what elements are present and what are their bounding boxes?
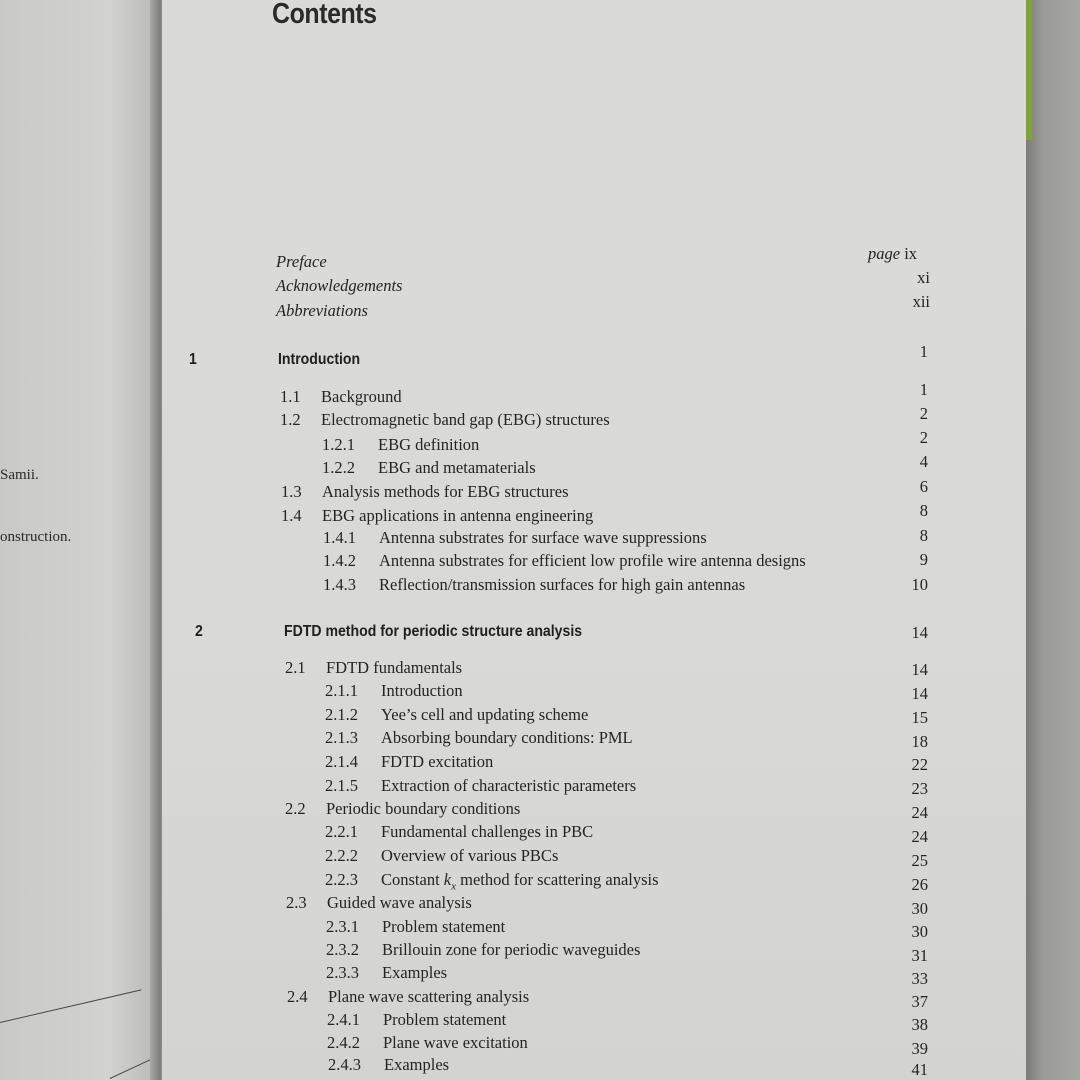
entry-title: FDTD fundamentals [326,658,463,677]
entry-page: 6 [919,477,928,496]
entry-number: 2.4.3 [328,1055,361,1074]
toc-entry [323,575,745,595]
entry-title: Problem statement [382,917,506,936]
entry-number: 2.4.1 [327,1010,360,1029]
entry-number: 2.4 [287,987,308,1006]
entry-title: Antenna substrates for surface wave suppressions [379,528,707,547]
page-edge-shadow [1026,0,1080,1080]
entry-page: 2 [919,404,928,423]
entry-page: 41 [911,1060,928,1079]
entry-page: 39 [911,1039,928,1058]
entry-title-part: method for scattering analysis [456,870,659,889]
page-number: ix [904,244,918,263]
chapter-page: 1 [919,342,928,361]
entry-page: 14 [911,660,928,679]
entry-number: 2.1.2 [325,705,358,724]
entry-title: Examples [384,1055,450,1074]
entry-title: EBG definition [378,435,480,454]
toc-entry [286,893,472,913]
toc-entry [325,776,636,796]
entry-number: 2.3.1 [326,917,359,936]
entry-page: 25 [911,851,928,870]
entry-title: Introduction [381,681,463,700]
entry-title-part: Constant [381,870,444,889]
entry-page: 22 [911,755,928,774]
entry-number: 1.1 [280,387,301,406]
entry-title: Periodic boundary conditions [326,799,521,818]
entry-page: 37 [911,992,928,1011]
toc-entry [325,728,633,748]
green-edge-strip [1026,0,1032,140]
toc-entry [322,435,479,455]
front-matter-page [868,244,917,264]
front-matter-label: Abbreviations [276,301,368,320]
entry-page: 14 [911,684,928,703]
entry-number: 2.2.1 [325,822,358,841]
entry-number: 2.1.4 [325,752,358,771]
chapter-title: Introduction [278,351,361,368]
entry-page: 15 [911,708,928,727]
entry-title: Absorbing boundary conditions: PML [381,728,633,747]
entry-page: 33 [911,969,928,988]
entry-title: Electromagnetic band gap (EBG) structures [321,410,610,429]
entry-title: Problem statement [383,1010,507,1029]
entry-number: 2.1.5 [325,776,358,795]
left-page-fragment-samii: Samii. [0,467,39,483]
entry-title: Plane wave excitation [383,1033,528,1052]
front-matter-label: Acknowledgements [276,276,403,295]
entry-page: 8 [919,501,928,520]
entry-page: 30 [911,922,928,941]
entry-page: 4 [919,452,928,471]
entry-number: 2.1.3 [325,728,358,747]
toc-entry [325,681,463,701]
entry-number: 1.2.1 [322,435,355,454]
entry-page: 30 [911,899,928,918]
toc-entry [325,705,588,725]
toc-entry [327,1033,528,1053]
entry-title: Fundamental challenges in PBC [381,822,594,841]
entry-page: 23 [911,779,928,798]
chapter-title: FDTD method for periodic structure analysis [284,623,583,640]
entry-page: 18 [911,732,928,751]
front-matter-page: xi [917,268,930,287]
toc-entry [322,458,536,478]
entry-number: 2.2.2 [325,846,358,865]
entry-number: 2.3.3 [326,963,359,982]
toc-entry [325,822,593,842]
entry-title: Analysis methods for EBG structures [322,482,569,501]
toc-entry [326,940,640,960]
entry-page: 24 [911,803,928,822]
toc-entry [281,506,593,526]
toc-entry [287,987,529,1007]
entry-title: Brillouin zone for periodic waveguides [382,940,641,959]
page-prefix: page [868,244,901,263]
page-title: Contents [272,0,377,30]
chapter-page: 14 [911,623,928,642]
entry-page: 9 [919,550,928,569]
toc-entry [285,658,462,678]
toc-entry [326,963,447,983]
entry-title: Guided wave analysis [327,893,472,912]
toc-entry [325,752,493,772]
entry-title: Examples [382,963,448,982]
toc-entry [280,410,610,430]
entry-number: 1.4.3 [323,575,356,594]
entry-number: 2.4.2 [327,1033,360,1052]
entry-number: 1.4 [281,506,302,525]
entry-title: Antenna substrates for efficient low profile wire antenna designs [379,551,806,570]
entry-number: 1.4.1 [323,528,356,547]
entry-number: 2.1 [285,658,306,677]
entry-number: 2.3.2 [326,940,359,959]
entry-page: 10 [911,575,928,594]
entry-number: 1.2.2 [322,458,355,477]
entry-title: Overview of various PBCs [381,846,559,865]
entry-page: 8 [919,526,928,545]
entry-number: 1.2 [280,410,301,429]
left-page-fragment-construction: onstruction. [0,529,72,545]
math-subscript: x [451,880,457,893]
entry-page: 24 [911,827,928,846]
entry-number: 2.2 [285,799,306,818]
toc-entry [325,870,659,892]
toc-entry [325,846,558,866]
toc-entry [323,551,806,571]
entry-page: 38 [911,1015,928,1034]
toc-entry [281,482,569,502]
math-variable: k [443,870,452,889]
toc-entry [328,1055,449,1075]
toc-entry [285,799,520,819]
entry-title: FDTD excitation [381,752,494,771]
entry-number: 2.3 [286,893,307,912]
entry-number: 1.4.2 [323,551,356,570]
entry-page: 26 [911,875,928,894]
entry-title: EBG and metamaterials [378,458,536,477]
toc-entry [323,528,707,548]
entry-page: 2 [919,428,928,447]
entry-title: Yee’s cell and updating scheme [381,705,589,724]
front-matter-label: Preface [276,252,327,271]
toc-entry [280,387,402,407]
entry-title: Background [321,387,402,406]
entry-title: Plane wave scattering analysis [328,987,530,1006]
entry-title: EBG applications in antenna engineering [322,506,594,525]
toc-entry [326,917,505,937]
entry-page: 1 [919,380,928,399]
entry-number: 2.2.3 [325,870,358,889]
entry-page: 31 [911,946,928,965]
entry-title: Extraction of characteristic parameters [381,776,637,795]
entry-number: 2.1.1 [325,681,358,700]
front-matter-page: xii [912,292,930,311]
chapter-number: 1 [189,351,197,368]
chapter-number: 2 [195,623,203,640]
entry-title: Reflection/transmission surfaces for high gain antennas [379,575,746,594]
toc-entry [327,1010,506,1030]
entry-number: 1.3 [281,482,302,501]
